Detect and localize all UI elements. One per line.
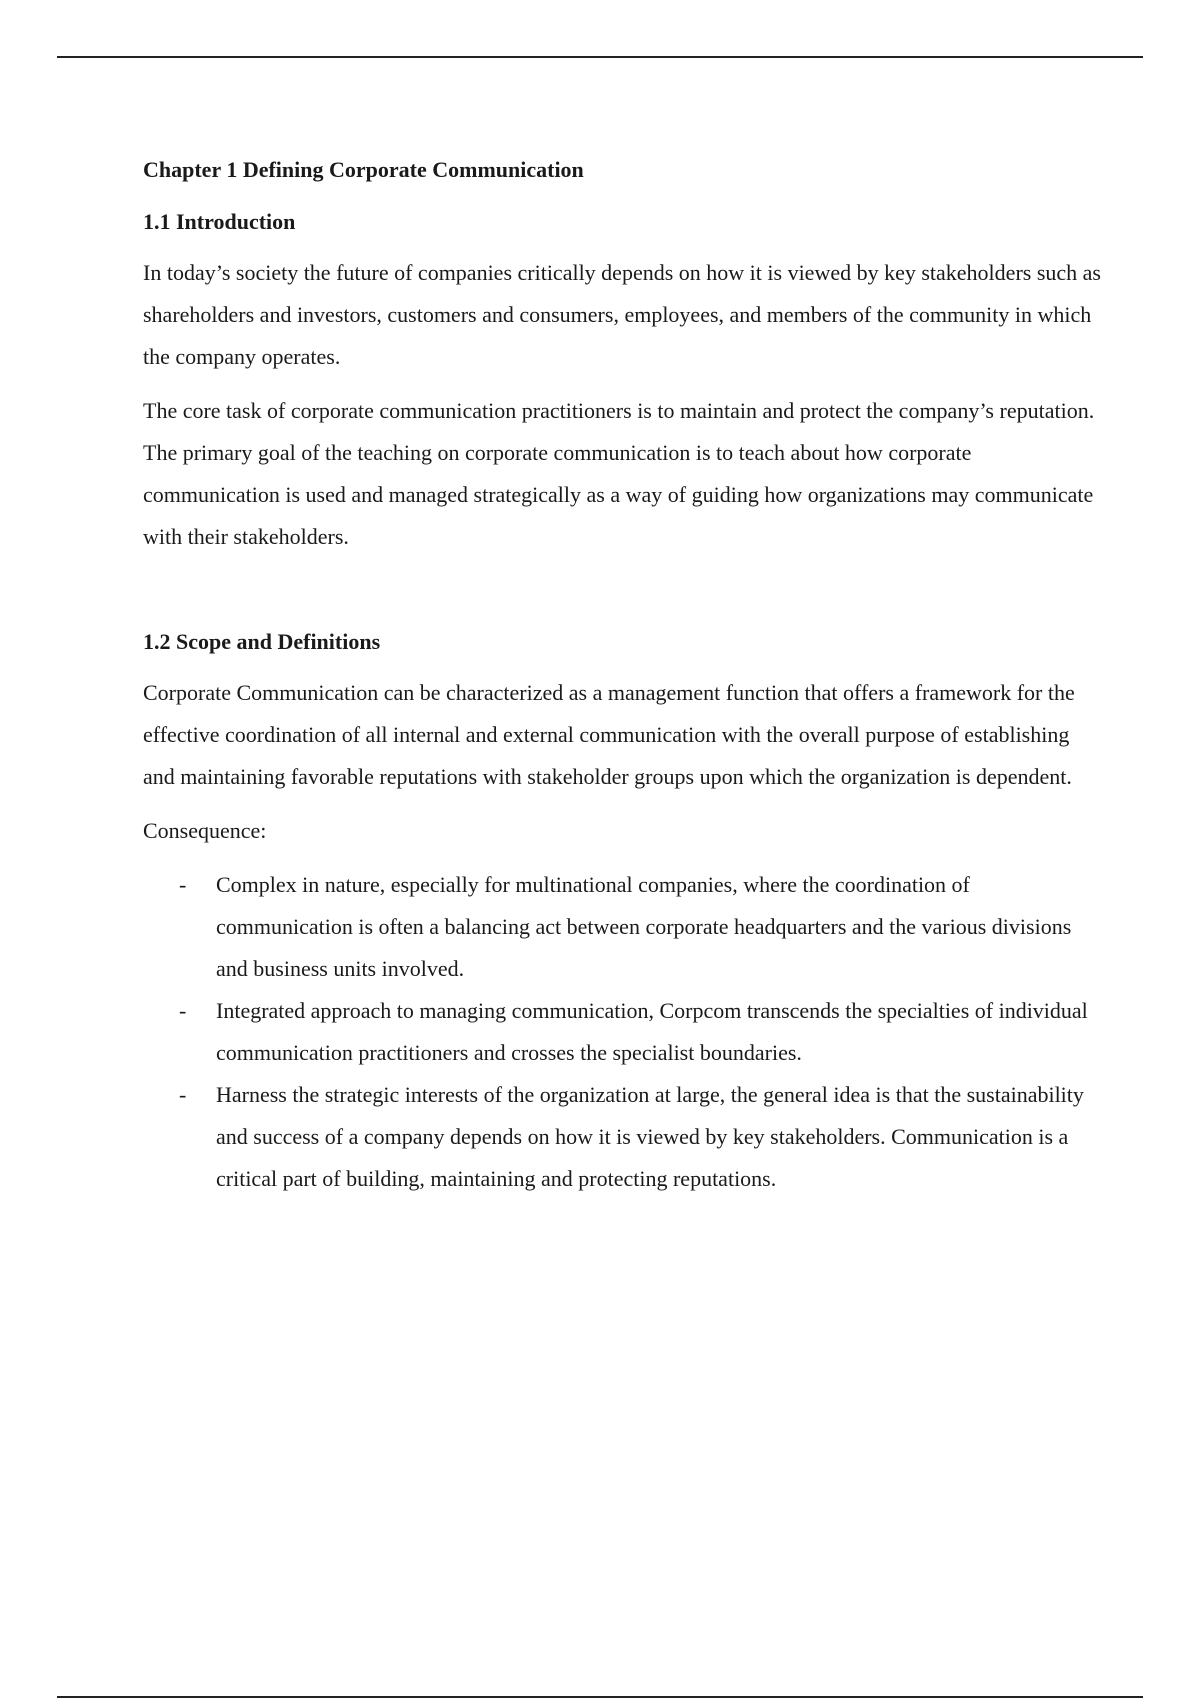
list-item — [143, 990, 1103, 1074]
scope-paragraph: Corporate Communication can be characterized as a management function that offers a framework for the effective coordination of all internal and external communication with the overall purpose of establishing and maintaining favorable reputations with stakeholder groups upon which the organization is dependent. — [143, 680, 1075, 789]
section-heading-introduction: 1.1 Introduction — [143, 209, 296, 234]
list-item — [143, 1074, 1103, 1200]
consequence-list — [143, 864, 1103, 1200]
consequence-label: Consequence: — [143, 818, 267, 843]
list-item-text: Harness the strategic interests of the organization at large, the general idea is that the sustainability and success of a company depends on how it is viewed by key stakeholders. Communication is a critical part of building, maintaining and protecting reputations. — [216, 1082, 1084, 1191]
section-spacer — [143, 570, 1103, 626]
list-item — [143, 864, 1103, 990]
document-body — [143, 154, 1103, 1200]
intro-paragraph-2: The core task of corporate communication practitioners is to maintain and protect the company’s reputation. The primary goal of the teaching on corporate communication is to teach about how corporate communication is used and managed strategically as a way of guiding how organizations may communicate with their stakeholders. — [143, 398, 1095, 549]
top-rule — [57, 56, 1143, 58]
list-item-text: Complex in nature, especially for multinational companies, where the coordination of communication is often a balancing act between corporate headquarters and the various divisions and business units involved. — [216, 872, 1072, 981]
bottom-rule — [57, 1696, 1143, 1698]
section-heading-scope: 1.2 Scope and Definitions — [143, 629, 381, 654]
dash-bullet: - — [179, 1082, 187, 1107]
dash-bullet: - — [179, 998, 187, 1023]
dash-bullet: - — [179, 872, 187, 897]
list-item-text: Integrated approach to managing communication, Corpcom transcends the specialties of individual communication practitioners and crosses the specialist boundaries. — [216, 998, 1088, 1065]
intro-paragraph-1: In today’s society the future of companies critically depends on how it is viewed by key stakeholders such as shareholders and investors, customers and consumers, employees, and members of the community in which the company operates. — [143, 260, 1101, 369]
chapter-title: Chapter 1 Defining Corporate Communication — [143, 157, 584, 182]
